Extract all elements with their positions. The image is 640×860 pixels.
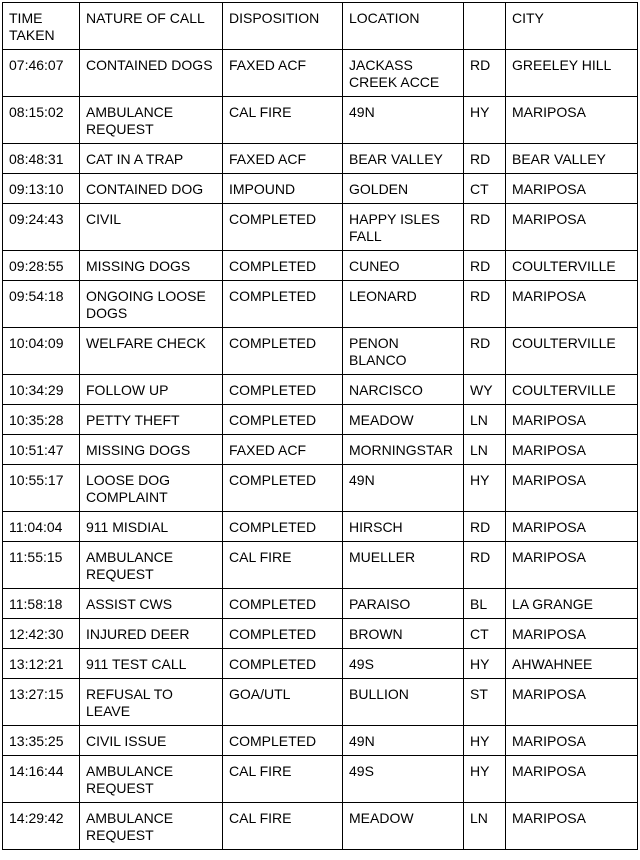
city-cell: COULTERVILLE <box>506 251 638 281</box>
city-cell: MARIPOSA <box>506 281 638 328</box>
location-cell: JACKASS CREEK ACCE <box>343 50 464 97</box>
street-suffix-cell: RD <box>464 281 506 328</box>
disposition-cell: GOA/UTL <box>223 679 343 726</box>
time-taken-cell: 14:29:42 <box>3 803 80 850</box>
time-taken-cell: 14:16:44 <box>3 756 80 803</box>
nature-of-call-cell: CIVIL <box>80 204 223 251</box>
nature-of-call-cell: AMBULANCE REQUEST <box>80 97 223 144</box>
street-suffix-cell: RD <box>464 251 506 281</box>
time-taken-cell: 10:35:28 <box>3 405 80 435</box>
time-taken-cell: 11:58:18 <box>3 589 80 619</box>
time-taken-cell: 07:46:07 <box>3 50 80 97</box>
time-taken-cell: 13:27:15 <box>3 679 80 726</box>
disposition-cell: CAL FIRE <box>223 756 343 803</box>
header-location: LOCATION <box>343 3 464 50</box>
street-suffix-cell: HY <box>464 649 506 679</box>
time-taken-cell: 09:54:18 <box>3 281 80 328</box>
location-cell: CUNEO <box>343 251 464 281</box>
time-taken-cell: 10:34:29 <box>3 375 80 405</box>
street-suffix-cell: RD <box>464 144 506 174</box>
table-row <box>3 465 638 512</box>
street-suffix-cell: RD <box>464 204 506 251</box>
table-row <box>3 726 638 756</box>
nature-of-call-cell: REFUSAL TO LEAVE <box>80 679 223 726</box>
table-row <box>3 512 638 542</box>
disposition-cell: IMPOUND <box>223 174 343 204</box>
disposition-cell: COMPLETED <box>223 465 343 512</box>
location-cell: 49S <box>343 756 464 803</box>
disposition-cell: COMPLETED <box>223 405 343 435</box>
street-suffix-cell: RD <box>464 50 506 97</box>
table-row <box>3 251 638 281</box>
location-cell: GOLDEN <box>343 174 464 204</box>
nature-of-call-cell: CONTAINED DOGS <box>80 50 223 97</box>
nature-of-call-cell: CONTAINED DOG <box>80 174 223 204</box>
location-cell: LEONARD <box>343 281 464 328</box>
table-row <box>3 435 638 465</box>
disposition-cell: COMPLETED <box>223 375 343 405</box>
street-suffix-cell: LN <box>464 405 506 435</box>
city-cell: MARIPOSA <box>506 204 638 251</box>
disposition-cell: COMPLETED <box>223 251 343 281</box>
time-taken-cell: 12:42:30 <box>3 619 80 649</box>
disposition-cell: COMPLETED <box>223 281 343 328</box>
street-suffix-cell: RD <box>464 512 506 542</box>
location-cell: BROWN <box>343 619 464 649</box>
street-suffix-cell: RD <box>464 542 506 589</box>
street-suffix-cell: HY <box>464 97 506 144</box>
time-taken-cell: 08:15:02 <box>3 97 80 144</box>
disposition-cell: COMPLETED <box>223 204 343 251</box>
disposition-cell: CAL FIRE <box>223 97 343 144</box>
time-taken-cell: 13:35:25 <box>3 726 80 756</box>
street-suffix-cell: WY <box>464 375 506 405</box>
street-suffix-cell: HY <box>464 756 506 803</box>
city-cell: MARIPOSA <box>506 465 638 512</box>
table-header <box>3 3 638 50</box>
city-cell: MARIPOSA <box>506 803 638 850</box>
nature-of-call-cell: MISSING DOGS <box>80 251 223 281</box>
table-body <box>3 50 638 850</box>
time-taken-cell: 09:13:10 <box>3 174 80 204</box>
street-suffix-cell: BL <box>464 589 506 619</box>
table-row <box>3 679 638 726</box>
disposition-cell: FAXED ACF <box>223 144 343 174</box>
disposition-cell: COMPLETED <box>223 619 343 649</box>
nature-of-call-cell: FOLLOW UP <box>80 375 223 405</box>
city-cell: MARIPOSA <box>506 174 638 204</box>
location-cell: 49N <box>343 97 464 144</box>
city-cell: MARIPOSA <box>506 405 638 435</box>
location-cell: 49S <box>343 649 464 679</box>
header-disposition: DISPOSITION <box>223 3 343 50</box>
time-taken-cell: 10:04:09 <box>3 328 80 375</box>
city-cell: COULTERVILLE <box>506 328 638 375</box>
call-log-table <box>2 2 638 850</box>
street-suffix-cell: RD <box>464 328 506 375</box>
location-cell: MEADOW <box>343 405 464 435</box>
city-cell: MARIPOSA <box>506 726 638 756</box>
nature-of-call-cell: ONGOING LOOSE DOGS <box>80 281 223 328</box>
header-row <box>3 3 638 50</box>
table-row <box>3 144 638 174</box>
table-row <box>3 405 638 435</box>
location-cell: MORNINGSTAR <box>343 435 464 465</box>
table-row <box>3 204 638 251</box>
time-taken-cell: 09:24:43 <box>3 204 80 251</box>
disposition-cell: COMPLETED <box>223 649 343 679</box>
disposition-cell: COMPLETED <box>223 589 343 619</box>
nature-of-call-cell: PETTY THEFT <box>80 405 223 435</box>
street-suffix-cell: CT <box>464 174 506 204</box>
table-row <box>3 756 638 803</box>
city-cell: MARIPOSA <box>506 512 638 542</box>
nature-of-call-cell: AMBULANCE REQUEST <box>80 542 223 589</box>
time-taken-cell: 08:48:31 <box>3 144 80 174</box>
table-row <box>3 542 638 589</box>
disposition-cell: CAL FIRE <box>223 542 343 589</box>
street-suffix-cell: CT <box>464 619 506 649</box>
nature-of-call-cell: CAT IN A TRAP <box>80 144 223 174</box>
table-row <box>3 281 638 328</box>
nature-of-call-cell: WELFARE CHECK <box>80 328 223 375</box>
location-cell: MEADOW <box>343 803 464 850</box>
location-cell: HAPPY ISLES FALL <box>343 204 464 251</box>
time-taken-cell: 10:55:17 <box>3 465 80 512</box>
table-row <box>3 589 638 619</box>
city-cell: MARIPOSA <box>506 542 638 589</box>
city-cell: MARIPOSA <box>506 97 638 144</box>
table-row <box>3 97 638 144</box>
location-cell: 49N <box>343 726 464 756</box>
disposition-cell: FAXED ACF <box>223 435 343 465</box>
disposition-cell: COMPLETED <box>223 726 343 756</box>
table-row <box>3 174 638 204</box>
location-cell: 49N <box>343 465 464 512</box>
nature-of-call-cell: 911 MISDIAL <box>80 512 223 542</box>
city-cell: MARIPOSA <box>506 619 638 649</box>
city-cell: COULTERVILLE <box>506 375 638 405</box>
header-city: CITY <box>506 3 638 50</box>
location-cell: MUELLER <box>343 542 464 589</box>
nature-of-call-cell: AMBULANCE REQUEST <box>80 756 223 803</box>
street-suffix-cell: LN <box>464 435 506 465</box>
header-nature-of-call: NATURE OF CALL <box>80 3 223 50</box>
location-cell: PENON BLANCO <box>343 328 464 375</box>
street-suffix-cell: LN <box>464 803 506 850</box>
table-row <box>3 50 638 97</box>
table-row <box>3 375 638 405</box>
nature-of-call-cell: AMBULANCE REQUEST <box>80 803 223 850</box>
location-cell: NARCISCO <box>343 375 464 405</box>
disposition-cell: COMPLETED <box>223 512 343 542</box>
city-cell: MARIPOSA <box>506 679 638 726</box>
time-taken-cell: 10:51:47 <box>3 435 80 465</box>
time-taken-cell: 09:28:55 <box>3 251 80 281</box>
city-cell: MARIPOSA <box>506 756 638 803</box>
time-taken-cell: 13:12:21 <box>3 649 80 679</box>
header-street-suffix <box>464 3 506 50</box>
nature-of-call-cell: LOOSE DOG COMPLAINT <box>80 465 223 512</box>
city-cell: LA GRANGE <box>506 589 638 619</box>
nature-of-call-cell: ASSIST CWS <box>80 589 223 619</box>
location-cell: BULLION <box>343 679 464 726</box>
disposition-cell: FAXED ACF <box>223 50 343 97</box>
nature-of-call-cell: MISSING DOGS <box>80 435 223 465</box>
time-taken-cell: 11:04:04 <box>3 512 80 542</box>
table-row <box>3 649 638 679</box>
disposition-cell: CAL FIRE <box>223 803 343 850</box>
table-row <box>3 619 638 649</box>
table-row <box>3 328 638 375</box>
street-suffix-cell: HY <box>464 465 506 512</box>
location-cell: PARAISO <box>343 589 464 619</box>
table-row <box>3 803 638 850</box>
time-taken-cell: 11:55:15 <box>3 542 80 589</box>
city-cell: AHWAHNEE <box>506 649 638 679</box>
nature-of-call-cell: 911 TEST CALL <box>80 649 223 679</box>
city-cell: MARIPOSA <box>506 435 638 465</box>
street-suffix-cell: ST <box>464 679 506 726</box>
nature-of-call-cell: INJURED DEER <box>80 619 223 649</box>
nature-of-call-cell: CIVIL ISSUE <box>80 726 223 756</box>
location-cell: BEAR VALLEY <box>343 144 464 174</box>
disposition-cell: COMPLETED <box>223 328 343 375</box>
city-cell: BEAR VALLEY <box>506 144 638 174</box>
city-cell: GREELEY HILL <box>506 50 638 97</box>
header-time-taken: TIME TAKEN <box>3 3 80 50</box>
street-suffix-cell: HY <box>464 726 506 756</box>
location-cell: HIRSCH <box>343 512 464 542</box>
